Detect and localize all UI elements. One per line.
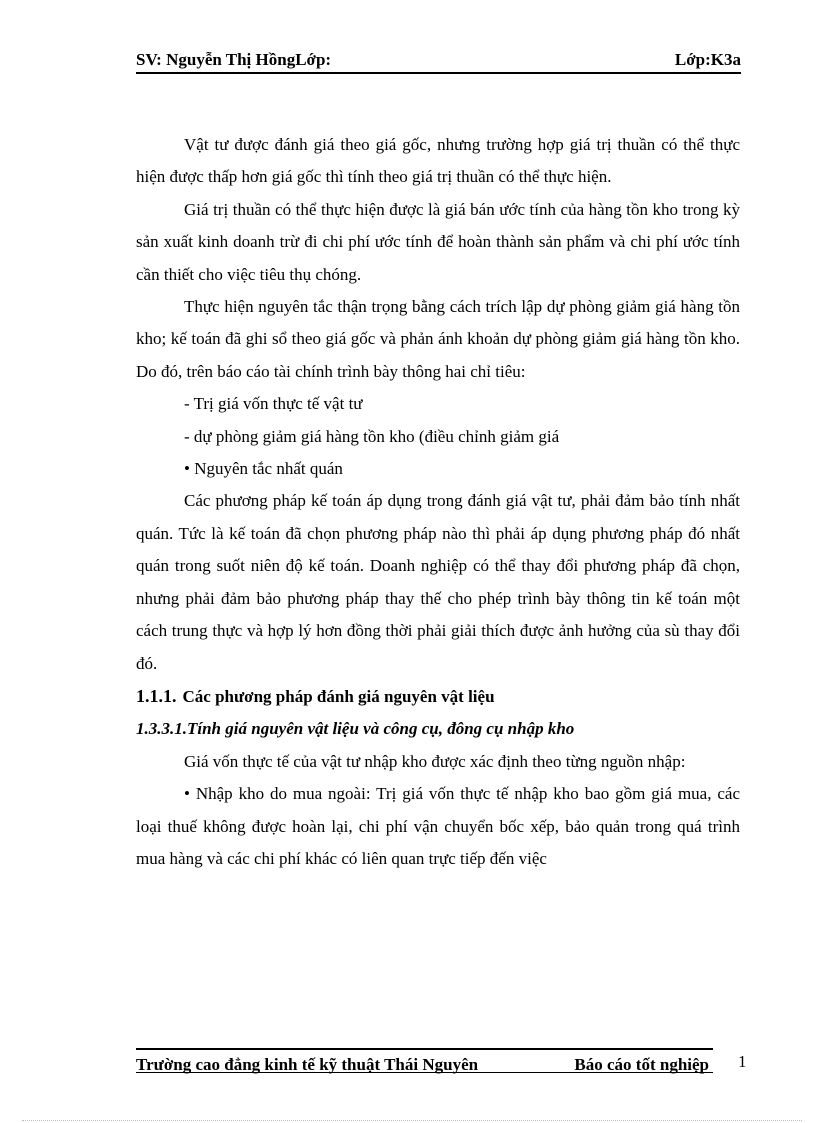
footer-report-type: Báo cáo tốt nghiệp [574, 1055, 709, 1074]
footer-school-name: Trường cao đẳng kinh tế kỹ thuật Thái Nguyên [136, 1055, 479, 1074]
subsection-heading: 1.3.3.1.Tính giá nguyên vật liệu và công cụ, đông cụ nhập kho [136, 719, 575, 739]
page-edge-divider [22, 1120, 802, 1121]
paragraph-original-cost: Vật tư được đánh giá theo giá gốc, nhưng trường hợp giá trị thuần có thể thực hiện được thấp hơn giá gốc thì tính theo giá trị thuần có thể thực hiện. [136, 135, 740, 187]
paragraph-purchase-import: • Nhập kho do mua ngoài: Trị giá vốn thực tế nhập kho bao gồm giá mua, các loại thuế không được hoàn lại, chi phí vận chuyển bốc xếp, bảo quản trong quá trình mua hàng và các chi phí khác có liên quan trực tiếp đến việc [136, 784, 740, 868]
paragraph-actual-import-cost: Giá vốn thực tế của vật tư nhập kho được xác định theo từng nguồn nhập: [184, 751, 686, 771]
paragraph-net-realizable-value: Giá trị thuần có thể thực hiện được là giá bán ước tính của hàng tồn kho trong kỳ sản xuất kinh doanh trừ đi chi phí ước tính để hoàn thành sản phẩm và chi phí ước tính cần thiết cho việc tiêu thụ chóng. [136, 199, 740, 284]
header-student-info: SV: Nguyễn Thị HồngLớp: [136, 50, 332, 69]
header-class: Lớp:K3a [674, 50, 741, 69]
paragraph-consistency: Các phương pháp kế toán áp dụng trong đánh giá vật tư, phải đảm bảo tính nhất quán. Tức là kế toán đã chọn phương pháp nào thì phải áp dụng phương pháp đó nhất quán trong suốt niên độ kế toán. Doanh nghiệp có thể thay đổi phương pháp đã chọn, nhưng phải đảm bảo phương pháp thay thế cho phép trình bày thông tin kế toán một cách trung thực và hợp lý hơn đồng thời phải giải thích được ảnh hưởng của sù thay đổi đó. [136, 491, 740, 673]
document-body [136, 129, 740, 875]
bullet-consistency-principle: • Nguyên tắc nhất quán [184, 459, 343, 479]
section-number: 1.1.1. [136, 685, 177, 706]
list-item-inventory-provision: - dự phòng giảm giá hàng tồn kho (điều chỉnh giảm giá [184, 426, 560, 446]
list-item-actual-cost: - Trị giá vốn thực tế vật tư [184, 394, 363, 414]
section-heading [136, 680, 740, 713]
section-title: Các phương pháp đánh giá nguyên vật liệu [182, 686, 495, 706]
page-footer [136, 1048, 713, 1073]
page-number: 1 [738, 1052, 747, 1071]
page-header [136, 50, 741, 74]
paragraph-prudence-principle: Thực hiện nguyên tắc thận trọng bằng cách trích lập dự phòng giảm giá hàng tồn kho; kế toán đã ghi sổ theo giá gốc và phản ánh khoản dự phòng giảm giá hàng tồn kho. Do đó, trên báo cáo tài chính trình bày thông hai chỉ tiêu: [136, 297, 740, 381]
